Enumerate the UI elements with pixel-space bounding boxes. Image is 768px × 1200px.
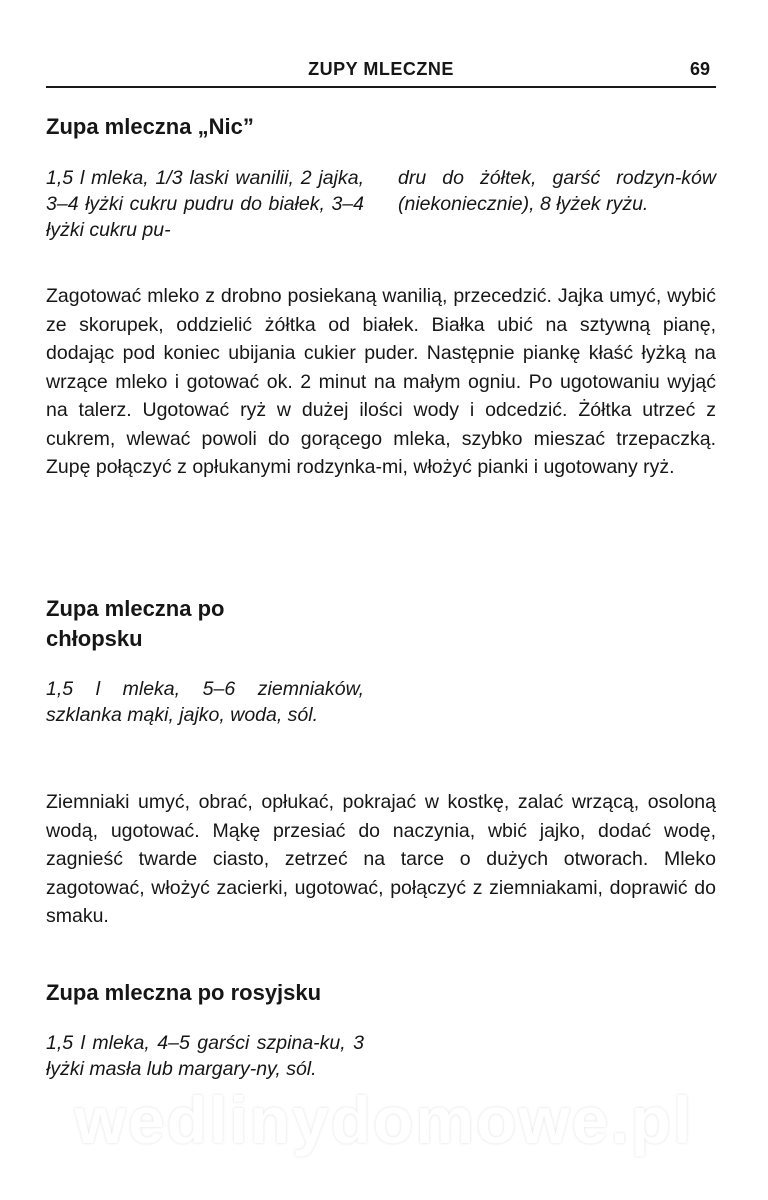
page-number: 69 (689, 59, 710, 79)
running-header (46, 56, 716, 88)
recipe-title-nic: Zupa mleczna „Nic” (46, 114, 254, 139)
recipe-title-po-chlopsku (46, 594, 224, 654)
watermark: wedlinydomowe.pl (74, 1083, 694, 1157)
ingredients-po-chlopsku: 1,5 l mleka, 5–6 ziemniaków, szklanka mąki, jajko, woda, sól. (46, 678, 364, 726)
ingredients-po-rosyjsku: 1,5 l mleka, 4–5 garści szpina-ku, 3 łyżki masła lub margary-ny, sól. (46, 1032, 364, 1080)
ingredients-nic (46, 165, 716, 243)
instructions-nic: Zagotować mleko z drobno posiekaną wanilią, przecedzić. Jajka umyć, wybić ze skorupek, oddzielić żółtka od białek. Białka ubić na sztywną pianę, dodając pod koniec ubijania cukier puder. Następnie piankę kłaść łyżką na wrzące mleko i gotować ok. 2 minut na małym ogniu. Po ugotowaniu wyjąć na talerz. Ugotować ryż w dużej ilości wody i odcedzić. Żółtka utrzeć z cukrem, wlewać powoli do gorącego mleka, szybko mieszać trzepaczką. Zupę połączyć z opłukanymi rodzynka-mi, włożyć pianki i ugotowany ryż. (46, 285, 716, 478)
recipe-title-line-2: chłopsku (46, 626, 143, 651)
ingredients-column-1: 1,5 l mleka, 1/3 laski wanilii, 2 jajka, 3–4 łyżki cukru pudru do białek, 3–4 łyżki cukru pu- (46, 167, 364, 241)
recipe-title-line-1: Zupa mleczna po (46, 596, 225, 621)
instructions-po-chlopsku: Ziemniaki umyć, obrać, opłukać, pokrajać w kostkę, zalać wrzącą, osoloną wodą, ugotować. Mąkę przesiać do naczynia, wbić jajko, dodać wodę, zagnieść twarde ciasto, zetrzeć na tarce o dużych otworach. Mleko zagotować, włożyć zacierki, ugotować, połączyć z ziemniakami, doprawić do smaku. (46, 791, 716, 927)
ingredients-column-2: dru do żółtek, garść rodzyn-ków (niekoniecznie), 8 łyżek ryżu. (398, 167, 716, 215)
section-title: ZUPY MLECZNE (308, 59, 454, 79)
recipe-title-po-rosyjsku: Zupa mleczna po rosyjsku (46, 980, 322, 1005)
